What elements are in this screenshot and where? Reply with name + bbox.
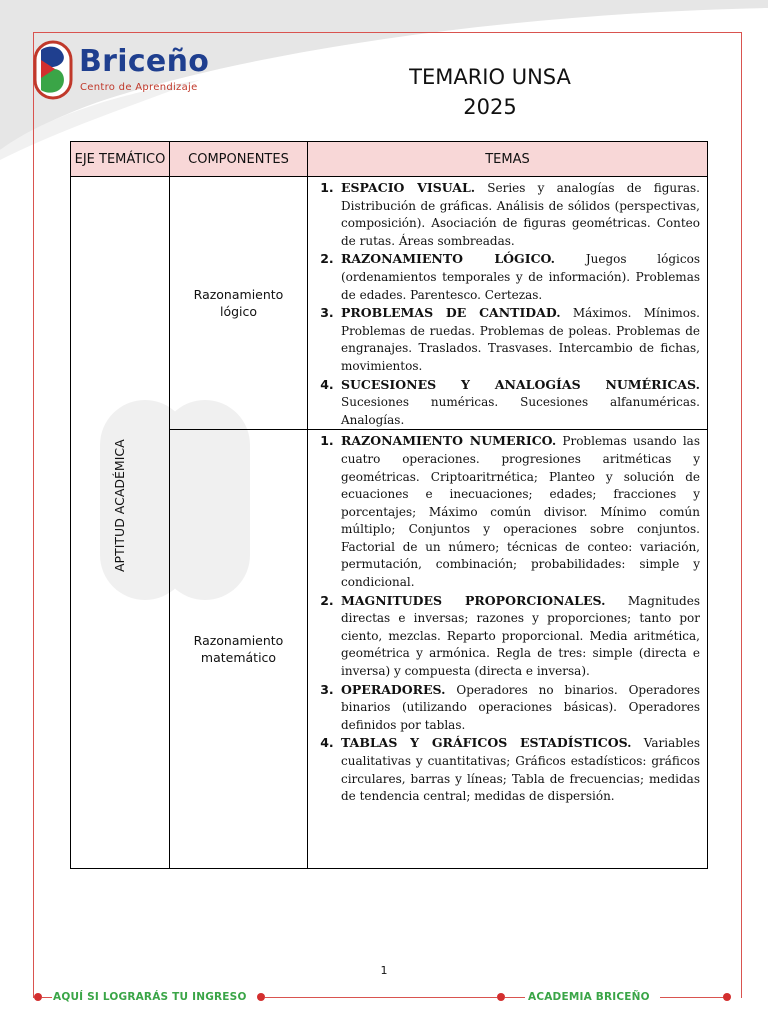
header-temas: TEMAS <box>308 142 708 177</box>
temas-list <box>314 432 700 805</box>
eje-cell <box>71 177 170 869</box>
logo-mark-icon <box>33 40 75 100</box>
list-item: 3. PROBLEMAS DE CANTIDAD. Máximos. Mínimos. Problemas de ruedas. Problemas de poleas. Problemas de engranajes. Traslados. Trasvases. Intercambio de fichas, movimientos. <box>338 304 700 375</box>
footer-line <box>42 997 52 998</box>
footer-dot <box>34 993 42 1001</box>
temas-list <box>314 179 700 429</box>
table-row <box>71 177 708 430</box>
table-header-row <box>71 142 708 177</box>
footer-academy: ACADEMIA BRICEÑO <box>528 991 650 1003</box>
temas-cell <box>308 177 708 430</box>
eje-label: APTITUD ACADÉMICA <box>112 438 127 572</box>
page-title <box>370 62 610 122</box>
title-line-1: TEMARIO UNSA <box>409 65 571 89</box>
component-cell: Razonamiento matemático <box>170 430 308 869</box>
footer-dot <box>257 993 265 1001</box>
list-item: 4. SUCESIONES Y ANALOGÍAS NUMÉRICAS. Sucesiones numéricas. Sucesiones alfanuméricas. Analogías. <box>338 376 700 430</box>
footer-dot <box>723 993 731 1001</box>
list-item: 4. TABLAS Y GRÁFICOS ESTADÍSTICOS. Variables cualitativas y cuantitativas; Gráficos estadísticos: gráficos circulares, barras y líneas; Tabla de frecuencias; medidas de tendencia central; medidas de dispersión. <box>338 734 700 805</box>
footer-line <box>265 997 497 998</box>
page-number: 1 <box>380 964 388 977</box>
footer-slogan: AQUÍ SI LOGRARÁS TU INGRESO <box>53 991 247 1003</box>
temario-table <box>70 141 708 869</box>
brand-name: Briceño <box>79 44 210 79</box>
header-componentes: COMPONENTES <box>170 142 308 177</box>
list-item: 2. MAGNITUDES PROPORCIONALES. Magnitudes directas e inversas; razones y proporciones; tanto por ciento, mezclas. Reparto proporcional. Media aritmética, geométrica y armónica. Regla de tres: simple (directa e inversa) y compuesta (directa e inversa). <box>338 592 700 681</box>
list-item: 1. ESPACIO VISUAL. Series y analogías de figuras. Distribución de gráficas. Análisis de sólidos (perspectivas, composición). Asociación de figuras geométricas. Conteo de rutas. Áreas sombreadas. <box>338 179 700 250</box>
list-item: 2. RAZONAMIENTO LÓGICO. Juegos lógicos (ordenamientos temporales y de información). Problemas de edades. Parentesco. Certezas. <box>338 250 700 304</box>
list-item: 1. RAZONAMIENTO NUMERICO. Problemas usando las cuatro operaciones. progresiones aritméticas y geométricas. Criptoaritrnética; Planteo y solución de ecuaciones e inecuaciones; edades; fracciones y porcentajes; Máximo común divisor. Mínimo común múltiplo; Conjuntos y operaciones sobre conjuntos. Factorial de un número; técnicas de conteo: variación, permutación, combinación; probabilidades: simple y condicional. <box>338 432 700 591</box>
list-item: 3. OPERADORES. Operadores no binarios. Operadores binarios (utilizando operaciones básicas). Operadores definidos por tablas. <box>338 681 700 735</box>
footer-dot <box>497 993 505 1001</box>
component-cell: Razonamiento lógico <box>170 177 308 430</box>
footer-line <box>660 997 724 998</box>
brand-logo <box>33 40 208 102</box>
footer-line <box>505 997 525 998</box>
title-line-2: 2025 <box>463 95 517 119</box>
brand-tagline: Centro de Aprendizaje <box>80 82 198 93</box>
header-eje: EJE TEMÁTICO <box>71 142 170 177</box>
temas-cell <box>308 430 708 869</box>
